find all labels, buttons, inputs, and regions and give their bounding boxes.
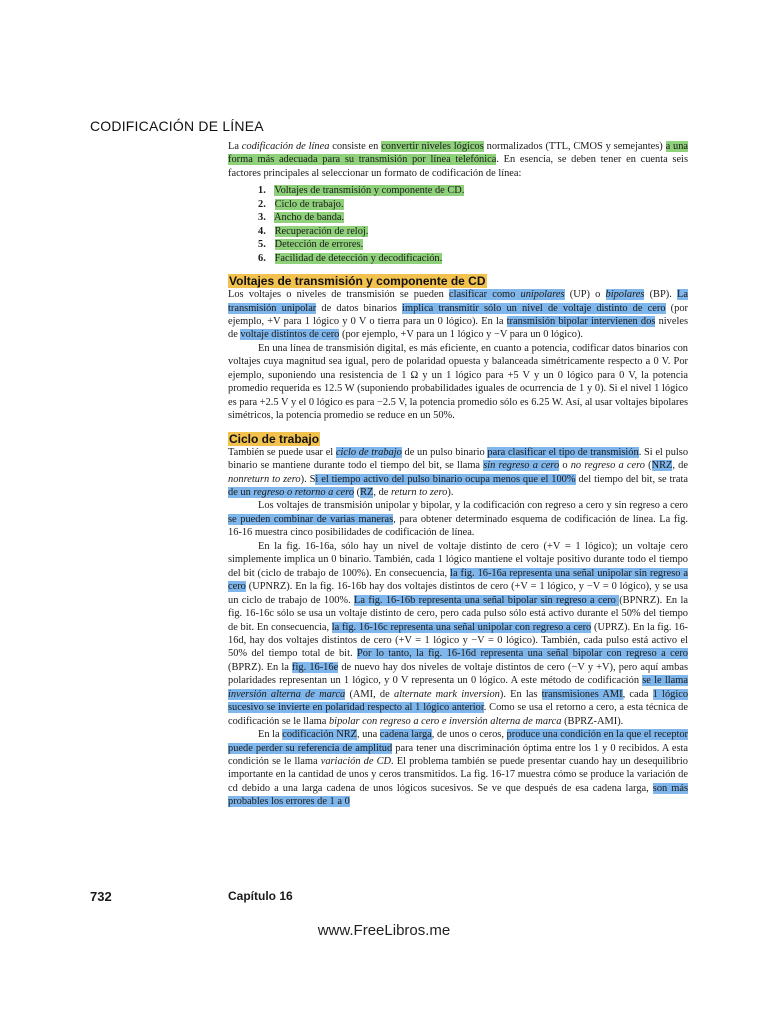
text-run: , de bbox=[672, 460, 688, 472]
text-run: de un pulso binario bbox=[401, 446, 488, 458]
text-run: ( bbox=[354, 486, 361, 498]
factor-item bbox=[258, 184, 688, 197]
factor-item bbox=[258, 198, 688, 211]
factor-text: Ancho de banda. bbox=[274, 212, 345, 224]
factor-text: Facilidad de detección y decodificación. bbox=[274, 252, 443, 264]
highlight: clasificar como bbox=[448, 289, 521, 301]
text-run: para tener una discriminación óptima entre los 1 y 0 recibidos. A esta condición se le llama bbox=[228, 742, 689, 768]
highlight: cadena larga bbox=[379, 729, 432, 741]
section-heading-text: Voltajes de transmisión y componente de CD bbox=[229, 274, 486, 289]
text-run: (por ejemplo, +V para 1 lógico y 0 V o tierra para un 0 lógico). En la bbox=[228, 302, 688, 327]
factors-list bbox=[228, 184, 688, 265]
text-run: nonreturn to zero bbox=[228, 473, 301, 485]
chapter-title: CODIFICACIÓN DE LÍNEA bbox=[90, 118, 264, 134]
highlight: se le llama bbox=[642, 675, 688, 687]
text-run: o bbox=[559, 460, 571, 472]
text-run: normalizados (TTL, CMOS y semejantes) bbox=[483, 141, 666, 152]
text-run: , una bbox=[356, 729, 380, 741]
factor-item bbox=[258, 225, 688, 238]
factor-number: 5. bbox=[258, 239, 266, 251]
factor-number: 2. bbox=[258, 198, 266, 210]
section-heading-text: Ciclo de trabajo bbox=[229, 431, 320, 446]
text-run: return to zero bbox=[390, 486, 448, 498]
highlight: ciclo de trabajo bbox=[335, 446, 402, 458]
text-run: Los voltajes de transmisión unipolar y bipolar, y la codificación con regreso a cero y sin regreso a cero bbox=[258, 500, 688, 512]
factor-number: 1. bbox=[258, 185, 266, 197]
text-run: La bbox=[228, 141, 242, 152]
highlight: unipolares bbox=[520, 289, 565, 301]
text-run: También se puede usar el bbox=[228, 446, 336, 458]
highlight: NRZ bbox=[651, 460, 673, 472]
text-run: (BPRZ-AMI). bbox=[561, 715, 624, 727]
text-run: En la fig. 16-16a, sólo hay un nivel de voltaje distinto de cero (+V = 1 lógico); un voltaje cero simplemente implica un 0 binario. También, cada 1 lógico mantiene el voltaje positivo durante todo el tiempo del bit (ciclo de trabajo de 100%). En consecuencia, bbox=[228, 540, 688, 579]
text-run: (por ejemplo, +V para un 1 lógico y −V para un 0 lógico). bbox=[339, 329, 584, 341]
highlight: la fig. 16-16c representa una señal unipolar con regreso a cero bbox=[331, 621, 592, 633]
watermark-url: www.FreeLibros.me bbox=[317, 922, 451, 939]
highlight: regreso o retorno a cero bbox=[253, 486, 355, 498]
highlight: codificación NRZ bbox=[282, 729, 357, 741]
text-run: ). bbox=[447, 486, 454, 498]
text-run: ). En las bbox=[499, 688, 542, 700]
highlight: Por lo tanto, la fig. 16-16d representa una señal bipolar con regreso a cero bbox=[356, 648, 688, 660]
text-run: , para obtener determinado esquema de codificación de línea. La fig. 16-16 muestra cinco posibilidades de codificación de línea. bbox=[228, 513, 689, 539]
section-heading bbox=[228, 274, 688, 288]
page-number: 732 bbox=[90, 889, 112, 904]
highlight: convertir niveles lógicos bbox=[381, 141, 484, 152]
factor-text: Voltajes de transmisión y componente de CD. bbox=[274, 185, 465, 197]
paragraph bbox=[228, 288, 688, 342]
text-run: de nuevo hay dos niveles de voltaje distintos de cero (−V y +V), pero aquí ambas polaridades representan un 1 lógico, y 0 V representa un 0 lógico. A este método de codificación bbox=[228, 661, 688, 687]
factor-text: Recuperación de reloj. bbox=[274, 225, 369, 237]
highlight: transmisiones AMI bbox=[541, 688, 623, 700]
text-run: ( bbox=[644, 460, 652, 472]
text-run: (BPRZ). En la bbox=[228, 661, 293, 673]
text-run: (AMI, de bbox=[345, 688, 394, 700]
highlight: para clasificar el tipo de transmisión bbox=[487, 446, 639, 458]
highlight: la fig. 16-16a representa una señal unipolar sin regreso a cero bbox=[228, 567, 688, 593]
paragraph bbox=[228, 499, 688, 539]
highlight: La fig. 16-16b representa una señal bipolar sin regreso a cero bbox=[354, 594, 620, 606]
text-run: (BP). bbox=[644, 289, 678, 301]
text-run: del tiempo del bit, se trata bbox=[575, 473, 689, 485]
highlight: RZ bbox=[360, 486, 374, 498]
intro-paragraph bbox=[228, 140, 688, 180]
factor-number: 4. bbox=[258, 225, 266, 237]
text-run: bipolar con regreso a cero e inversión alterna de marca bbox=[328, 715, 562, 727]
highlight: sin regreso a cero bbox=[483, 460, 560, 472]
text-run: , cada bbox=[622, 688, 653, 700]
highlight: voltaje distintos de cero bbox=[240, 329, 340, 341]
paragraph bbox=[228, 728, 688, 809]
text-run: . Si el pulso binario se mantiene durante todo el tiempo del bit, se llama bbox=[228, 446, 689, 472]
text-run: codificación de línea bbox=[241, 141, 330, 152]
text-run: Los voltajes o niveles de transmisión se pueden bbox=[228, 289, 449, 301]
text-run: (UPRZ). En la fig. 16-16d, hay dos voltajes distintos de cero (+V = 1 lógico y −V = 0 lógico). También, cada pulso está activo el 50% del tiempo total de bit. bbox=[228, 621, 688, 660]
factor-item bbox=[258, 252, 688, 265]
text-run: , de bbox=[373, 486, 391, 498]
text-run: de datos binarios bbox=[316, 302, 403, 314]
text-run: , de unos o ceros, bbox=[431, 729, 507, 741]
factor-item bbox=[258, 211, 688, 224]
text-run: alternate mark inversion bbox=[393, 688, 500, 700]
highlight: bipolares bbox=[605, 289, 645, 301]
text-run: consiste en bbox=[329, 141, 382, 152]
highlight: a una forma más adecuada para su transmisión por línea telefónica bbox=[228, 141, 689, 166]
text-run: (UPNRZ). En la fig. 16-16b hay dos voltajes distintos de cero (+V = 1 lógico, y −V = 0 lógico), y se usa un ciclo de trabajo de 100%. bbox=[228, 581, 688, 606]
highlight: 1 lógico sucesivo se invierte en polaridad respecto al 1 lógico anterior bbox=[228, 688, 689, 714]
highlight: de un bbox=[228, 486, 254, 498]
text-run: . Como se usa el retorno a cero, a esta técnica de codificación se le llama bbox=[228, 702, 688, 727]
section-heading bbox=[228, 432, 688, 446]
text-run: (UP) o bbox=[564, 289, 606, 301]
chapter-label: Capítulo 16 bbox=[228, 889, 293, 903]
text-run: ). S bbox=[300, 473, 316, 485]
page-body bbox=[228, 140, 688, 809]
factor-number: 3. bbox=[258, 212, 266, 224]
highlight: son más probables los errores de 1 a 0 bbox=[228, 782, 688, 808]
highlight: La transmisión unipolar bbox=[228, 289, 688, 314]
factor-number: 6. bbox=[258, 252, 266, 264]
text-run: niveles de bbox=[228, 315, 689, 341]
highlight: se pueden combinar de varias maneras bbox=[228, 513, 394, 525]
highlight: produce una condición en la que el receptor puede perder su referencia de amplitud bbox=[228, 729, 689, 754]
text-run: . En esencia, se deben tener en cuenta seis factores principales al seleccionar un formato de codificación de línea: bbox=[228, 154, 688, 179]
paragraph bbox=[228, 446, 688, 500]
text-run: . El problema también se puede presentar cuando hay un desequilibrio importante en la cantidad de unos y ceros transmitidos. La fig. 16-17 muestra cómo se produce la variación de cd debido a una larga cadena de unos lógicos sucesivos. Se ve que después de esa cadena larga, bbox=[228, 756, 688, 794]
highlight: fig. 16-16e bbox=[292, 661, 339, 673]
highlight: transmisión bipolar intervienen dos bbox=[506, 315, 656, 327]
factor-text: Ciclo de trabajo. bbox=[274, 198, 344, 210]
text-run: no regreso a cero bbox=[570, 460, 645, 472]
factor-text: Detección de errores. bbox=[274, 239, 364, 251]
paragraph: En una línea de transmisión digital, es más eficiente, en cuanto a potencia, codificar datos binarios con voltajes cuya magnitud sea igual, pero de polaridad opuesta y balanceada simétricamente respecto a 0 V. Por ejemplo, suponiendo una resistencia de 1 Ω y un 1 lógico para +5 V y un 0 lógico para 0 V, la potencia promedio requerida es 12.5 W (suponiendo probabilidades iguales de ocurrencia de 1 y 0). Si el nivel 1 lógico es para +2.5 V y el 0 lógico es para −2.5 V, la potencia promedio sólo es 6.25 W. Así, al usar voltajes bipolares simétricos, la potencia promedio se reduce en un 50%. bbox=[228, 342, 688, 422]
paragraph bbox=[228, 540, 688, 728]
text-run: (BPNRZ). En la fig. 16-16c sólo se usa un voltaje distinto de cero, pero cada pulso sólo está activo durante el 50% del tiempo de bit. En consecuencia, bbox=[228, 594, 688, 633]
highlight: i el tiempo activo del pulso binario ocupa menos que el 100% bbox=[315, 473, 576, 485]
factor-item bbox=[258, 238, 688, 251]
highlight: implica transmitir sólo un nivel de voltaje distinto de cero bbox=[402, 302, 666, 314]
highlight: inversión alterna de marca bbox=[228, 688, 346, 700]
text-run: En la bbox=[258, 729, 283, 741]
text-run: variación de CD bbox=[320, 756, 392, 768]
